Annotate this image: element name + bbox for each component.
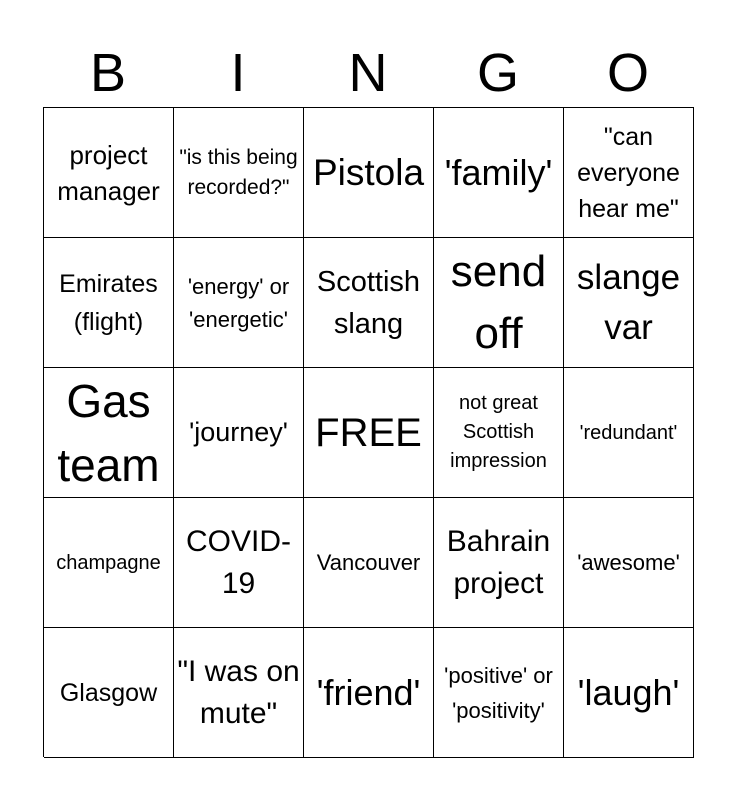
cell-text: Gas team: [57, 374, 160, 491]
cell-text: Glasgow: [59, 678, 158, 707]
bingo-cell[interactable]: [304, 628, 434, 758]
header-letter-i: I: [230, 43, 246, 103]
cell-text: project manager: [57, 139, 160, 206]
bingo-cell[interactable]: [44, 238, 174, 368]
bingo-cell[interactable]: [434, 238, 564, 368]
cell-text: 'journey': [189, 417, 288, 447]
bingo-board: [43, 107, 694, 757]
bingo-cell[interactable]: [434, 498, 564, 628]
bingo-cell[interactable]: [304, 108, 434, 238]
header-letter-g: G: [476, 43, 519, 103]
header-letter-o: O: [606, 43, 649, 103]
cell-text: champagne: [56, 551, 161, 574]
cell-text: Bahrain project: [446, 524, 551, 600]
bingo-cell[interactable]: [304, 498, 434, 628]
bingo-cell[interactable]: [434, 368, 564, 498]
cell-text: 'laugh': [577, 671, 680, 713]
header-letter-n: N: [348, 43, 388, 103]
header-letter-b: B: [89, 43, 127, 103]
bingo-cell[interactable]: [564, 498, 694, 628]
bingo-cell[interactable]: [304, 238, 434, 368]
cell-text: Scottish slang: [316, 265, 421, 340]
bingo-cell[interactable]: [174, 368, 304, 498]
cell-text: 'friend': [316, 671, 421, 713]
bingo-cell[interactable]: [174, 628, 304, 758]
cell-text: Vancouver: [316, 549, 421, 575]
bingo-cell[interactable]: [434, 628, 564, 758]
bingo-cell[interactable]: [174, 498, 304, 628]
cell-text: send off: [450, 246, 547, 358]
cell-text: 'positive' or 'positivity': [444, 662, 553, 723]
cell-text: COVID-19: [186, 524, 291, 600]
bingo-cell[interactable]: [564, 368, 694, 498]
cell-text: not great Scottish impression: [450, 392, 547, 472]
cell-text: "I was on mute": [177, 654, 300, 730]
bingo-cell[interactable]: [44, 108, 174, 238]
cell-text: FREE: [315, 410, 422, 455]
bingo-cell[interactable]: [44, 368, 174, 498]
cell-text: 'redundant': [579, 421, 678, 444]
bingo-cell[interactable]: [564, 628, 694, 758]
cell-text: "is this being recorded?": [179, 145, 298, 199]
bingo-cell[interactable]: [434, 108, 564, 238]
cell-text: Emirates (flight): [59, 269, 158, 336]
cell-text: 'energy' or 'energetic': [187, 273, 290, 332]
cell-text: slange var: [576, 257, 681, 347]
bingo-cell[interactable]: [174, 238, 304, 368]
cell-text: 'awesome': [577, 549, 680, 575]
bingo-cell[interactable]: [304, 368, 434, 498]
cell-text: 'family': [444, 151, 553, 193]
cell-text: Pistola: [312, 151, 425, 193]
bingo-cell[interactable]: [44, 628, 174, 758]
bingo-cell[interactable]: [174, 108, 304, 238]
bingo-cell[interactable]: [564, 238, 694, 368]
cell-text: "can everyone hear me": [577, 122, 680, 223]
bingo-cell[interactable]: [44, 498, 174, 628]
bingo-header: [43, 40, 693, 106]
bingo-cell[interactable]: [564, 108, 694, 238]
